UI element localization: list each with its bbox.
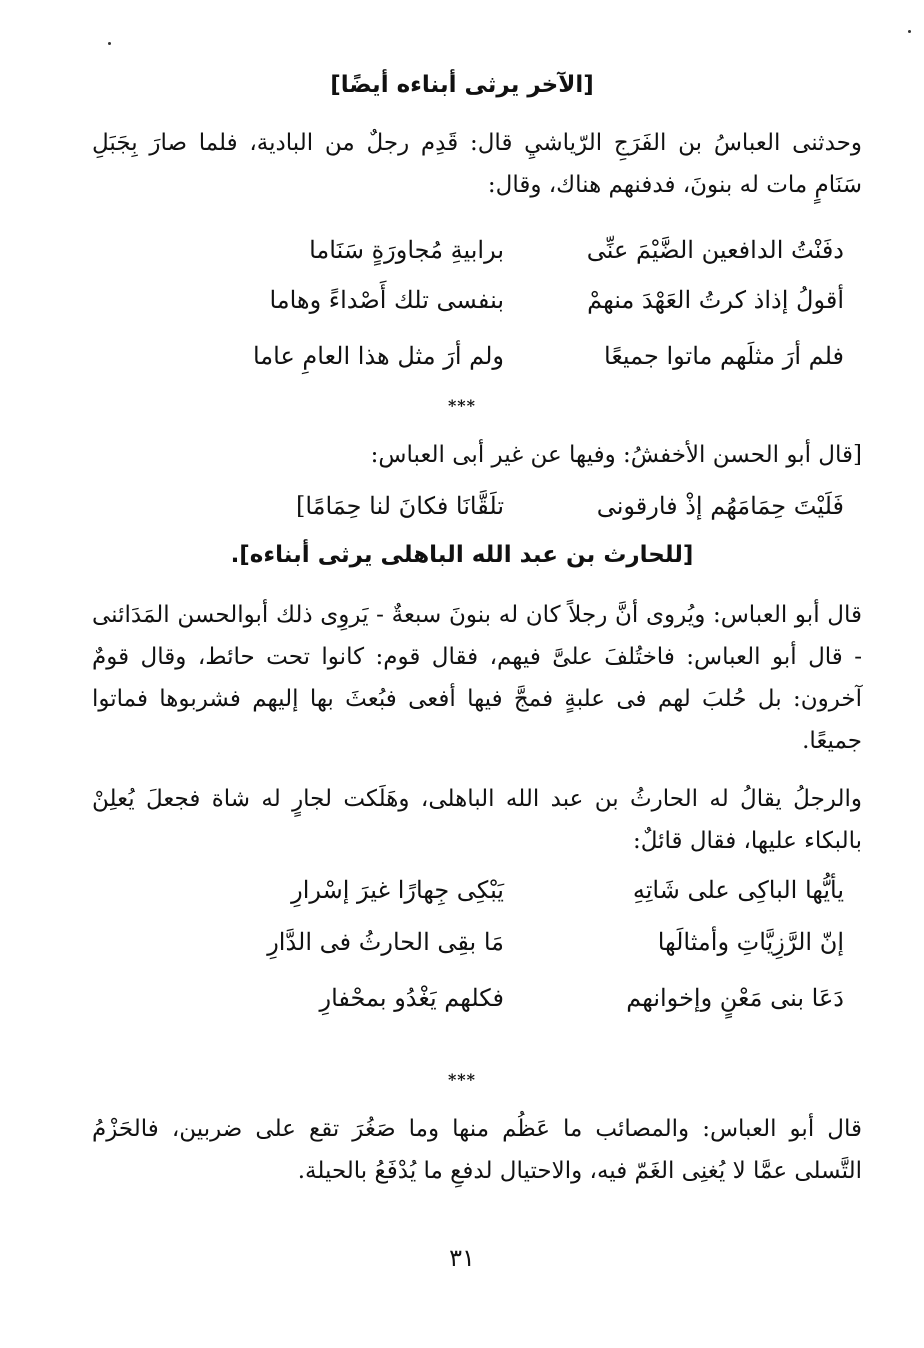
hemistich-first: دفَنْتُ الدافعين الضَّيْمَ عنِّى [586, 236, 844, 264]
scan-speck [108, 42, 111, 45]
paragraph-3: قال أبو العباس: ويُروى أنَّ رجلاً كان له بنونَ سبعةٌ - يَروِى ذلك أبوالحسن المَدَائنى - قال أبو العباس: فاختُلفَ علىَّ فيهم، فقال قوم: كانوا تحت حائط، وقال قومٌ آخرون: بل حُلبَ لهم فى علبةٍ فمجَّ فيها أفعى فبُعثَ بها إليهم فشربوها فماتوا جميعًا. [92, 602, 862, 754]
paragraph-1: وحدثنى العباسُ بن الفَرَجِ الرّياشيِ قال: قَدِم رجلٌ من البادية، فلما صارَ بِجَبَلِ سَنَامٍ مات له بنونَ، فدفنهم هناك، وقال: [92, 130, 862, 198]
poem-2-line-1 [0, 876, 924, 922]
scan-speck [908, 30, 911, 33]
hemistich-second: ولم أرَ مثل هذا العامِ عاما [252, 342, 504, 370]
separator-stars-2: *** [447, 1070, 477, 1089]
hemistich-second: تلَقَّانَا فكانَ لنا حِمَامًا] [295, 492, 504, 520]
poem-1-line-1 [0, 236, 924, 282]
hemistich-second: فكلهم يَغْدُو بمحْفارِ [319, 984, 504, 1012]
hemistich-first: دَعَا بنى مَعْنٍ وإخوانهم [626, 984, 844, 1012]
section-heading-2: [للحارث بن عبد الله الباهلى يرثى أبناءه]. [230, 542, 694, 568]
separator-stars-1: *** [447, 396, 477, 415]
hemistich-first: إنّ الرَّزِيَّاتِ وأمثالَها [657, 928, 844, 956]
poem-2-line-2 [0, 928, 924, 974]
poem-2-line-3 [0, 984, 924, 1030]
poem-1-line-3 [0, 342, 924, 388]
hemistich-first: أقولُ إذاذ كرتُ العَهْدَ منهمْ [587, 286, 844, 314]
paragraph-4: والرجلُ يقالُ له الحارثُ بن عبد الله الباهلى، وهَلَكت لجارٍ له شاة فجعلَ يُعلِنْ بالبكاء عليها، فقال قائلٌ: [92, 786, 862, 854]
hemistich-second: بنفسى تلك أَصْداءً وهاما [269, 286, 504, 314]
hemistich-first: فلم أرَ مثلَهم ماتوا جميعًا [604, 342, 844, 370]
hemistich-second: يَبْكِى جِهارًا غيرَ إسْرارِ [291, 876, 504, 904]
paragraph-5: قال أبو العباس: والمصائب ما عَظُم منها وما صَغُرَ تقع على ضربين، فالحَزْمُ التَّسلى عمَّا لا يُغنِى الغَمّ فيه، والاحتيال لدفعِ ما يُدْفَعُ بالحيلة. [92, 1116, 862, 1184]
page-number: ٣١ [449, 1244, 475, 1272]
poem-1-line-2 [0, 286, 924, 332]
hemistich-first: فَلَيْتَ حِمَامَهُم إذْ فارقونى [596, 492, 844, 520]
hemistich-second: برابيةِ مُجاورَةٍ سَنَاما [309, 236, 504, 264]
verse-2 [0, 492, 924, 538]
section-heading-1: [الآخر يرثى أبناءه أيضًا] [330, 72, 594, 98]
hemistich-first: يأيُّها الباكِى على شَاتِهِ [632, 876, 844, 904]
paragraph-2: [قال أبو الحسن الأخفشُ: وفيها عن غير أبى العباس: [370, 442, 862, 468]
hemistich-second: مَا بقِى الحارثُ فى الدَّارِ [267, 928, 504, 956]
